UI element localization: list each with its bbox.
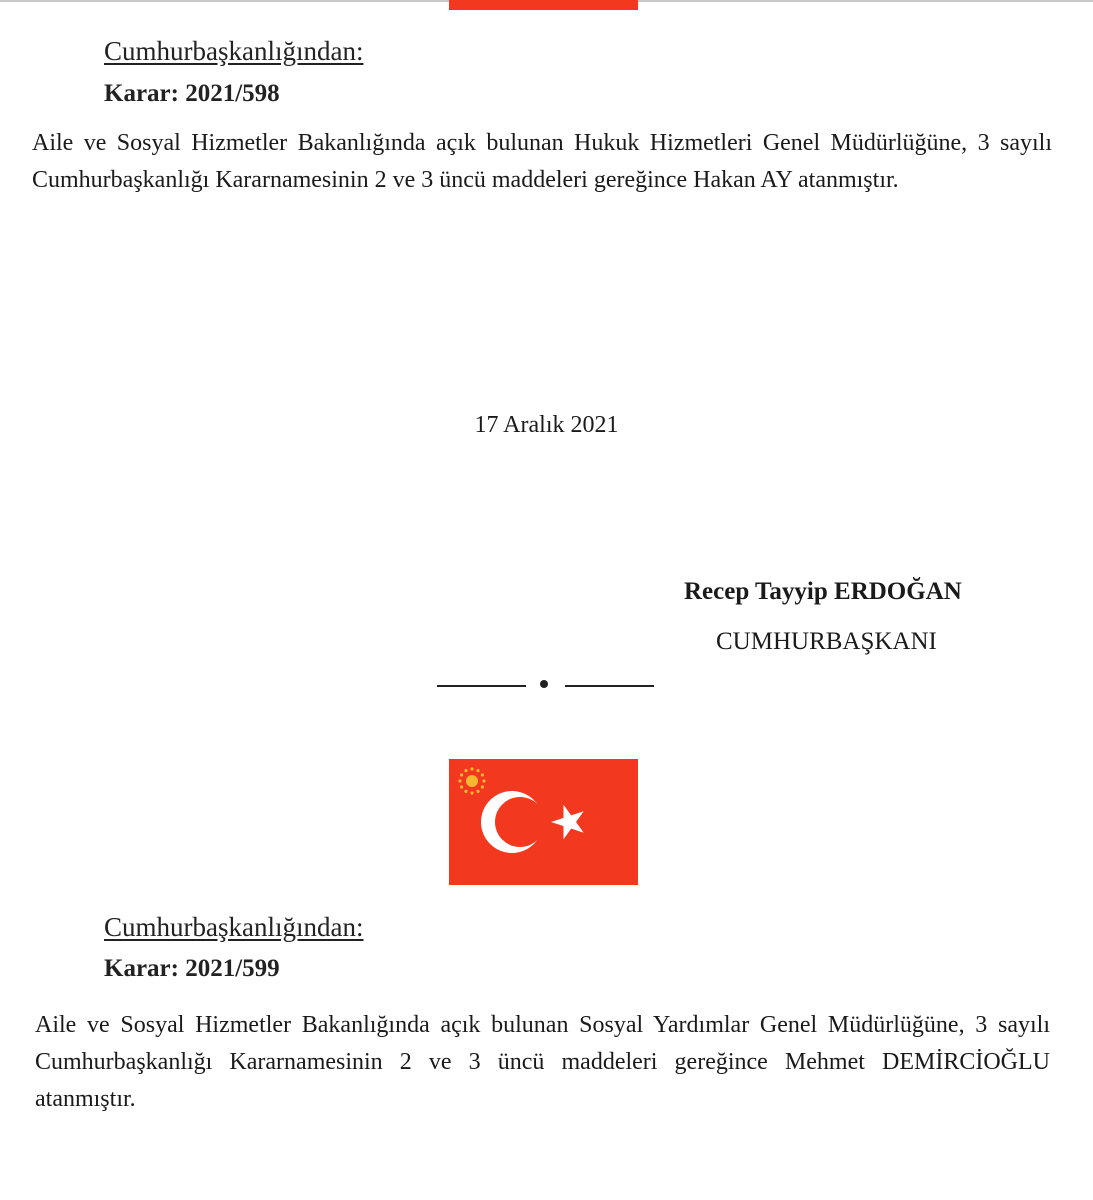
turkish-presidential-flag-icon — [449, 759, 638, 885]
decision-1-heading: Cumhurbaşkanlığından: — [104, 36, 364, 66]
decision-2-number: Karar: 2021/599 — [104, 955, 280, 982]
flag-bottom-edge — [449, 0, 638, 10]
signer-name: Recep Tayyip ERDOĞAN — [684, 578, 962, 605]
section-separator — [437, 675, 657, 695]
decision-1-body: Aile ve Sosyal Hizmetler Bakanlığında açık bulunan Hukuk Hizmetleri Genel Müdürlüğüne, 3 sayılı Cumhurbaşkanlığı Kararnamesinin 2 ve 3 üncü maddeleri gereğince Hakan AY atanmıştır. — [32, 130, 1052, 193]
decision-2-body: Aile ve Sosyal Hizmetler Bakanlığında açık bulunan Sosyal Yardımlar Genel Müdürlüğüne, 3 sayılı Cumhurbaşkanlığı Kararnamesinin 2 ve 3 üncü maddeleri gereğince Mehmet DEMİRCİOĞLU atanmıştır. — [35, 1012, 1050, 1112]
decision-1-number: Karar: 2021/598 — [104, 80, 280, 107]
decision-2-heading: Cumhurbaşkanlığından: — [104, 912, 364, 942]
document-date: 17 Aralık 2021 — [474, 412, 619, 438]
signer-title: CUMHURBAŞKANI — [716, 628, 937, 655]
